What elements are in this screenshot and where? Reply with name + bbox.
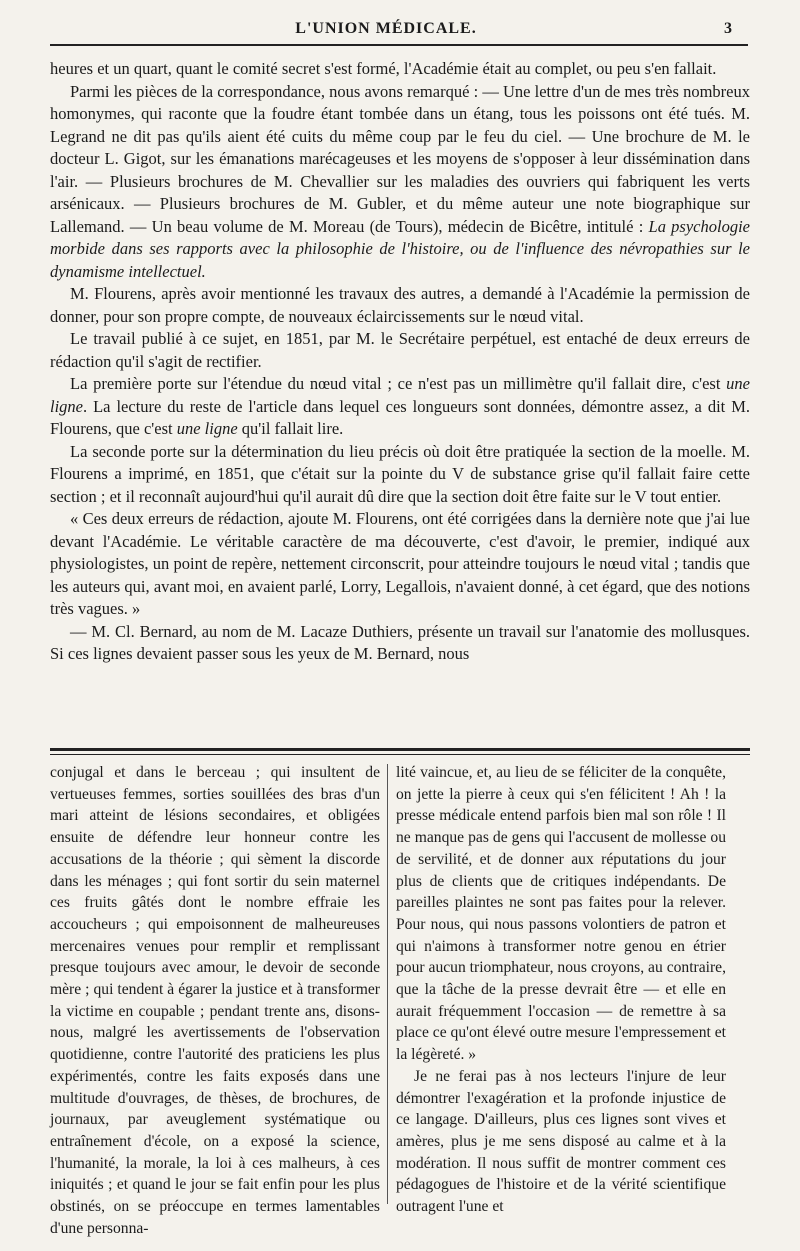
paragraph: La seconde porte sur la détermination du lieu précis où doit être pratiquée la section de la moelle. M. Flourens a imprimé, en 1851, que c'était sur la pointe du V de substance grise qu'il fallait faire cette section ; et il reconnaît aujourd'hui qu'il aurait dû dire que la section doit être faite sur le V tout entier. [50,441,750,506]
page-number: 3 [724,20,732,37]
text-run: La première porte sur l'étendue du nœud vital ; ce n'est pas un millimètre qu'il fallait dire, c'est [70,374,727,393]
paragraph: Je ne ferai pas à nos lecteurs l'injure de leur démontrer l'exagération et la profonde injustice de ce langage. D'ailleurs, plus ces lignes sont vives et amères, plus je me sens disposé au calme et à la modération. Il nous suffit de montrer comment ces pédagogues de l'histoire et de la vérité scientifique outragent l'une et [396,1067,726,1216]
text-run: . La lecture du reste de l'article dans lequel ces longueurs sont données, démontre assez, a dit M. Flourens, que c'est [50,396,750,438]
column-divider [387,764,388,1204]
paragraph: lité vaincue, et, au lieu de se féliciter de la conquête, on jette la pierre à ceux qui s'en félicitent ! Ah ! la presse médicale entend parfois bien mal son rôle ! Il ne manque pas de gens qui l'accusent de mollesse ou de servilité, et de donner aux réputations du jour plus de clients que de critiques indépendants. De pareilles plaintes ne sont pas faites pour la relever. Pour nous, qui nous passons volontiers de patron et qui n'aimons à transformer notre genou en étrier pour aucun triomphateur, nous croyons, au contraire, que la tâche de la presse devrait être — et elle en aurait fréquemment l'occasion — de remettre à sa place ce qu'ont élevé outre mesure l'empressement et la légèreté. » [396,764,726,1064]
paragraph [50,81,750,284]
paragraph [50,373,750,441]
feuilleton-left-column [50,762,380,1239]
text-run: Parmi les pièces de la correspondance, nous avons remarqué : — Une lettre d'un de mes très nombreux homonymes, qui raconte que la foudre étant tombée dans un étang, tous les poissons ont été tués. M. Legrand ne dit pas qu'ils aient été cuits du même coup par le feu du ciel. — Une brochure de M. le docteur L. Gigot, sur les émanations marécageuses et les moyens de s'opposer à leur dissémination dans l'air. — Plusieurs brochures de M. Chevallier sur les maladies des ouvriers qui fabriquent les verts arsénicaux. — Plusieurs brochures de M. Gubler, et du même auteur une note biographique sur Lallemand. — Un beau volume de M. Moreau (de Tours), médecin de Bicêtre, intitulé : [50,81,750,236]
page-header [50,12,732,44]
book-title: La psychologie morbide dans ses rapports avec la philosophie de l'histoire, ou de l'influence des névropathies sur le dynamisme intellectuel. [50,216,750,281]
section-rule-thin [50,754,750,755]
journal-title: L'UNION MÉDICALE. [295,20,477,37]
paragraph: « Ces deux erreurs de rédaction, ajoute M. Flourens, ont été corrigées dans la dernière note que j'ai lue devant l'Académie. Le véritable caractère de ma découverte, c'est d'avoir, le premier, indiqué aux physiologistes, un point de repère, nettement circonscrit, pour atteindre toujours le nœud vital ; tandis que les auteurs qui, avant moi, en avaient parlé, Lorry, Legallois, n'avaient donné, à cet égard, que des notions très vagues. » [50,509,750,618]
text-run: qu'il fallait lire. [237,419,344,438]
emphasis: une ligne [50,374,750,416]
header-rule [50,44,748,46]
paragraph: — M. Cl. Bernard, au nom de M. Lacaze Duthiers, présente un travail sur l'anatomie des mollusques. Si ces lignes devaient passer sous les yeux de M. Bernard, nous [50,621,750,663]
main-article [50,58,750,666]
paragraph: heures et un quart, quant le comité secret s'est formé, l'Académie était au complet, ou peu s'en fallait. [50,59,717,78]
emphasis: une ligne [176,419,238,438]
feuilleton-right-column [396,762,726,1218]
section-rule-thick [50,748,750,751]
paragraph: conjugal et dans le berceau ; qui insultent de vertueuses femmes, sorties souillées des bras d'un mari atteint de lésions secondaires, et obligées ensuite de défendre leur honneur contre les accusations de la théorie ; qui sèment la discorde dans les ménages ; qui font sortir du sein maternel ces fruits gâtés dont le nombre effraie les accoucheurs ; qui empoisonnent de malheureuses mercenaires venues pour remplir et remplissant presque toujours avec amour, le devoir de seconde mère ; qui tendent à égarer la justice et à transformer la victime en coupable ; pendant trente ans, disons-nous, malgré les avertissements de l'observation quotidienne, contre l'autorité des praticiens les plus expérimentés, contre les faits exposés dans une multitude d'ouvrages, de thèses, de brochures, de journaux, par aveuglement systématique ou entraînement d'école, on a exposé la science, l'humanité, la morale, la loi à ces malheurs, à ces iniquités ; et quand le jour se fait enfin pour les plus obstinés, on se préoccupe en termes lamentables d'une personna- [50,764,380,1237]
paragraph: M. Flourens, après avoir mentionné les travaux des autres, a demandé à l'Académie la permission de donner, pour son propre compte, de nouveaux éclaircissements sur le nœud vital. [50,284,750,326]
paragraph: Le travail publié à ce sujet, en 1851, par M. le Secrétaire perpétuel, est entaché de deux erreurs de rédaction qu'il s'agit de rectifier. [50,329,750,371]
